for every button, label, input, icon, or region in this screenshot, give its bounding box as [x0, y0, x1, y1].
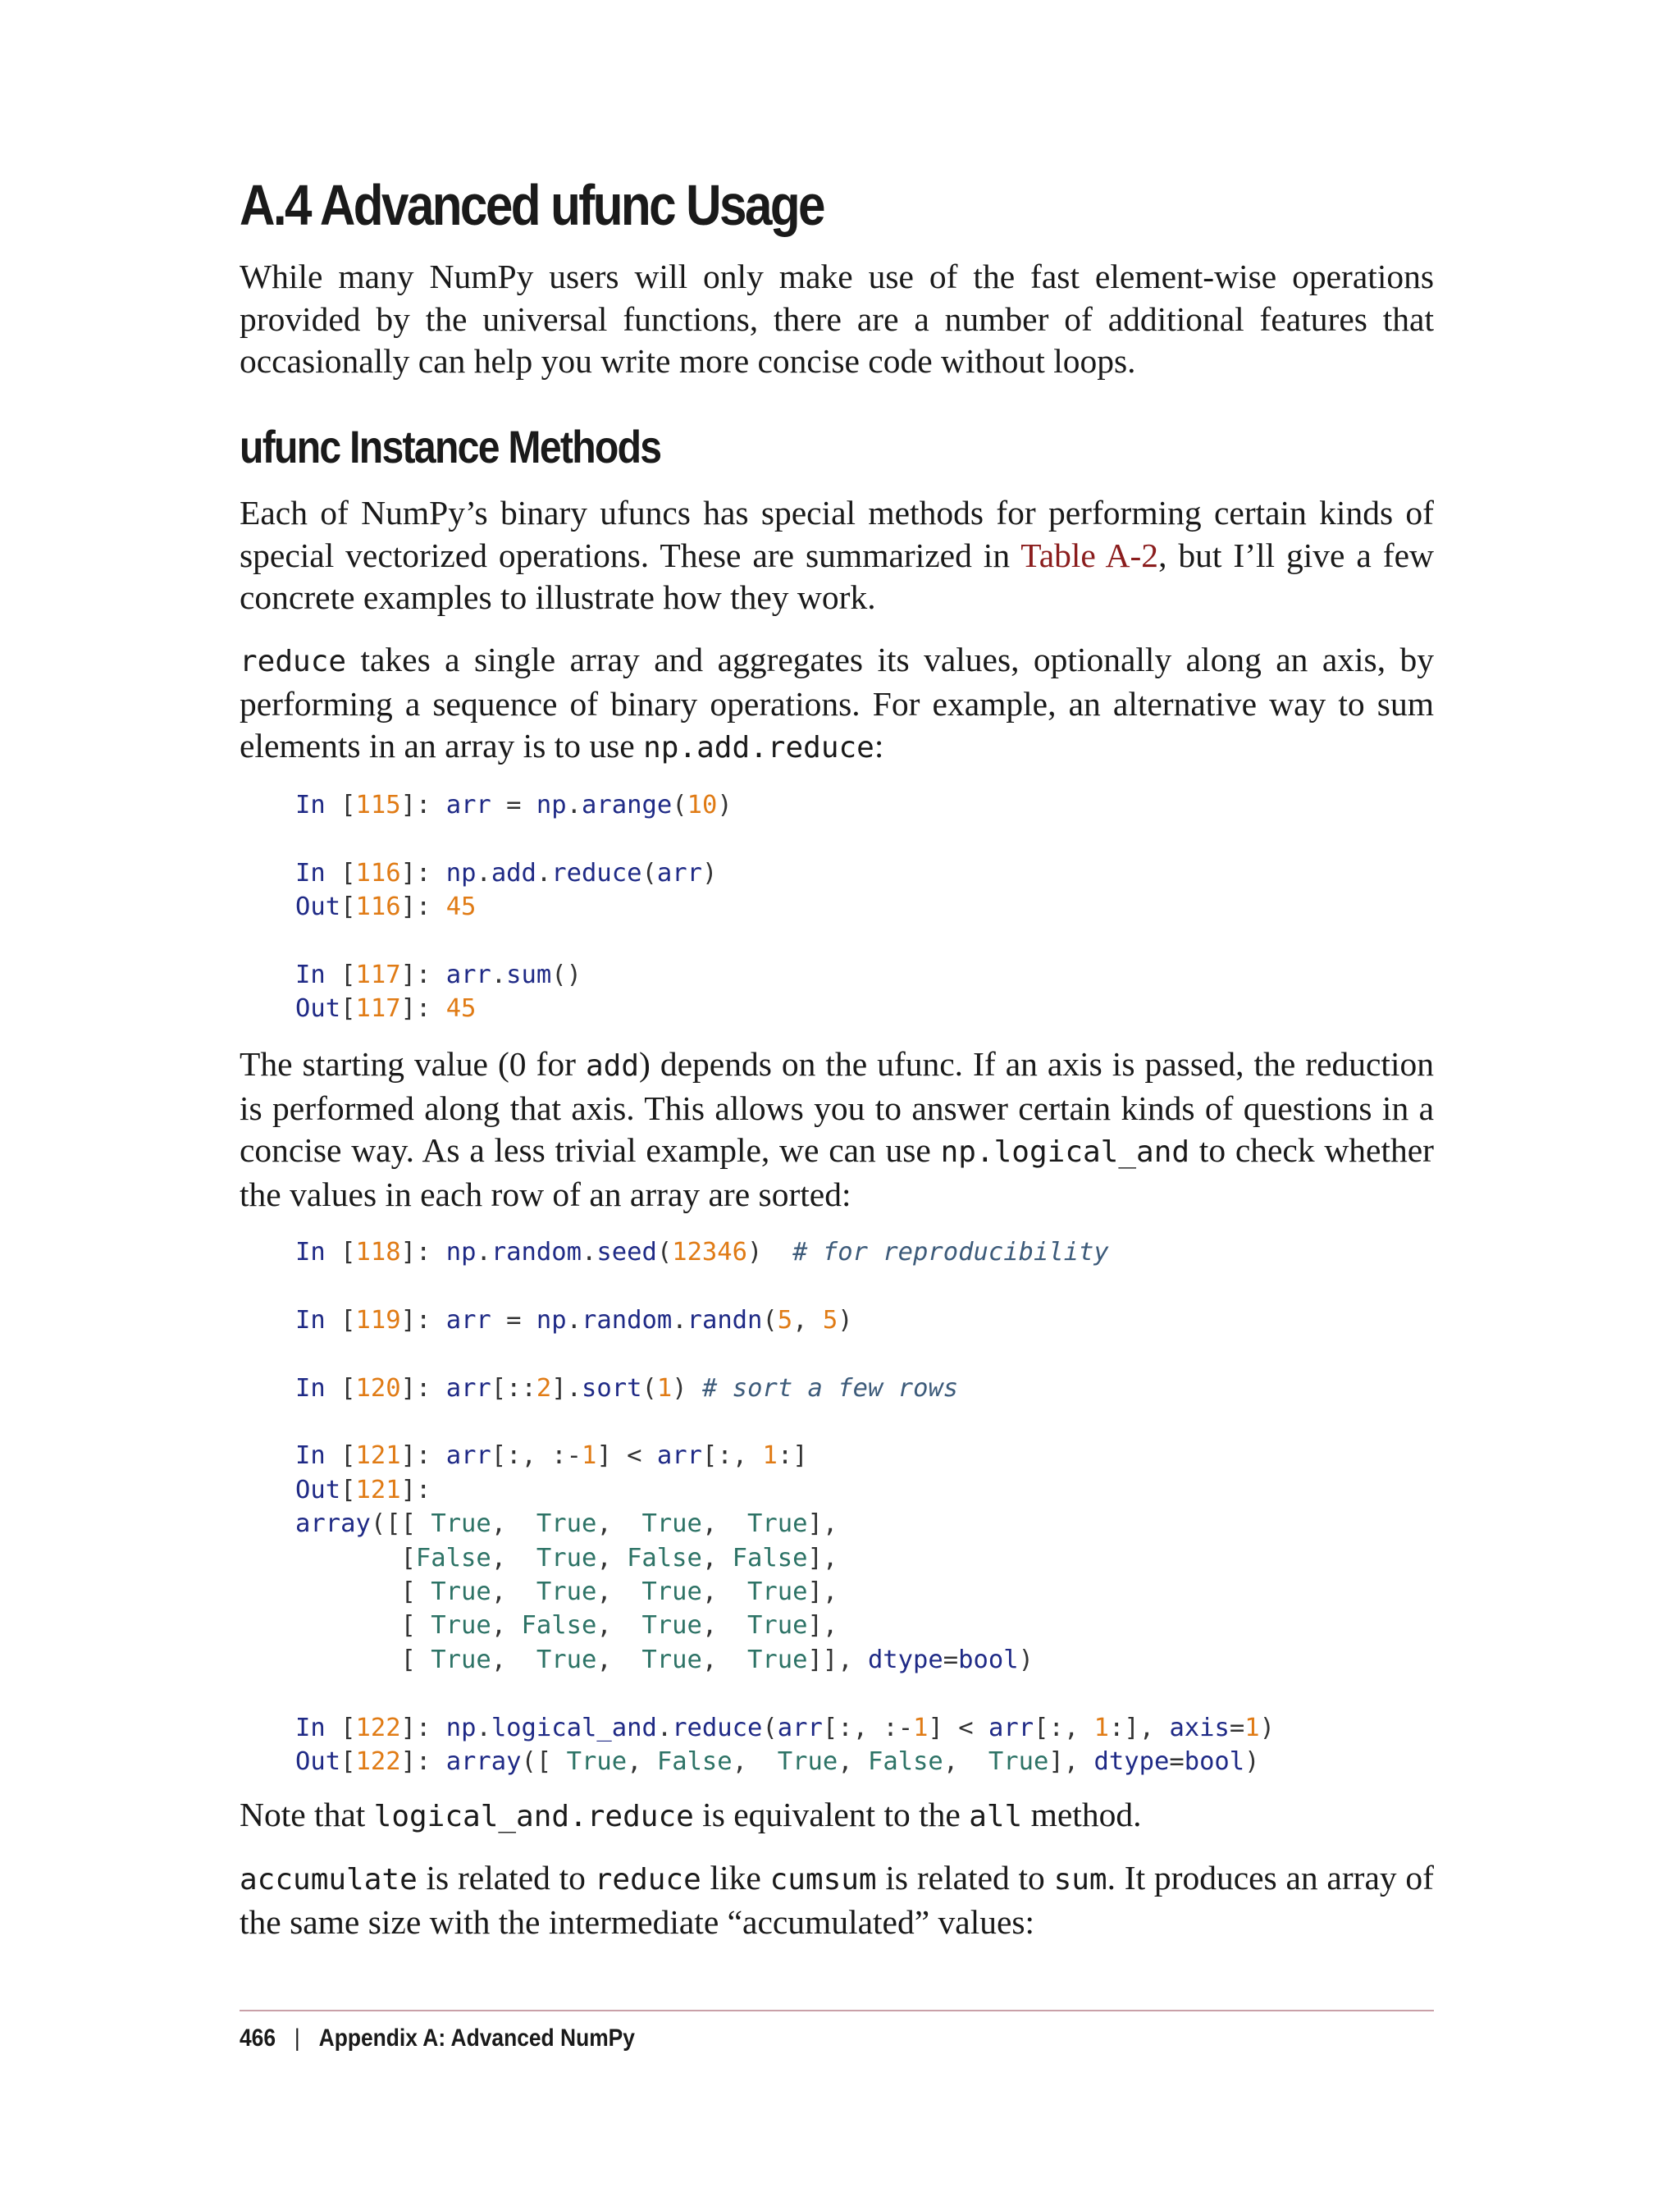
code-block-logical-and: In [118]: np.random.seed(12346) # for reproducibility In [119]: arr = np.random.randn(5, 5) In [120]: arr[::2].sort(1) # sort a few rows In [121]: arr[:, :-1] < arr[:, 1:] Out[121]: array([[ True, True, True, True], [False, True, False, False], [ True, True, True, True], [ True, False, True, True], [ True, True, True, True]], dtype=bool) In [122]: np.logical_and.reduce(arr[:, :-1] < arr[:, 1:], axis=1) Out[122]: array([ True, False, True, False, True], dtype=bool)	[295, 1238, 1276, 1777]
inline-code: add	[585, 1049, 640, 1083]
inline-code: np.logical_and	[940, 1135, 1190, 1169]
inline-code: sum	[1053, 1863, 1107, 1897]
text-run: , but I’ll give a few concrete examples to illustrate how they work.	[240, 536, 1434, 616]
footer-rule	[240, 2010, 1434, 2011]
inline-code: np.add.reduce	[643, 731, 874, 765]
section-heading: ufunc Instance Methods	[240, 421, 661, 472]
paragraph-accumulate	[240, 1857, 1434, 1943]
inline-code: accumulate	[240, 1863, 418, 1897]
paragraph-note	[240, 1794, 1434, 1838]
chapter-title: Appendix A: Advanced NumPy	[318, 2025, 635, 2052]
text-run: ) depends on the ufunc. If an axis is passed, the reduction is performed along that axis. This allows you to answer certain kinds of questions in a concise way. As a less trivial example, we can use	[240, 1045, 1434, 1169]
table-a2-link[interactable]: Table A-2	[1020, 536, 1159, 574]
text-run: Each of NumPy’s binary ufuncs has special methods for performing certain kinds of special vectorized operations. These are summarized in	[240, 494, 1434, 574]
intro-paragraph: While many NumPy users will only make use of the fast element-wise operations provided by the universal functions, there are a number of additional features that occasionally can help you write more concise code without loops.	[240, 258, 1434, 380]
paragraph-logical-and	[240, 1043, 1434, 1216]
text-run: is equivalent to the	[693, 1796, 970, 1833]
text-run: takes a single array and aggregates its values, optionally along an axis, by performing a sequence of binary operations. For example, an alternative way to sum elements in an array is to use	[240, 641, 1434, 765]
text-run: Note that	[240, 1796, 374, 1833]
inline-code: logical_and.reduce	[373, 1800, 694, 1833]
paragraph-reduce	[240, 639, 1434, 769]
text-run: like	[701, 1859, 770, 1897]
page-footer	[240, 2025, 635, 2052]
text-run: is related to	[876, 1859, 1054, 1897]
inline-code: all	[969, 1800, 1023, 1833]
code-block-reduce: In [115]: arr = np.arange(10) In [116]: np.add.reduce(arr) Out[116]: 45 In [117]: arr.sum() Out[117]: 45	[295, 791, 733, 1024]
inline-code: reduce	[240, 645, 347, 678]
page-number: 466	[240, 2025, 276, 2052]
text-run: The starting value (0 for	[240, 1045, 586, 1083]
text-run: :	[874, 727, 884, 765]
text-run: . It produces an array of the same size with the intermediate “accumulated” values:	[240, 1859, 1434, 1941]
paragraph-ufunc-methods	[240, 492, 1434, 619]
inline-code: reduce	[594, 1863, 701, 1897]
footer-separator: |	[294, 2025, 300, 2052]
text-run: to check whether the values in each row of an array are sorted:	[240, 1131, 1434, 1213]
text-run: method.	[1022, 1796, 1142, 1833]
page-title: A.4 Advanced ufunc Usage	[240, 173, 824, 237]
text-run: is related to	[417, 1859, 595, 1897]
inline-code: cumsum	[769, 1863, 877, 1897]
